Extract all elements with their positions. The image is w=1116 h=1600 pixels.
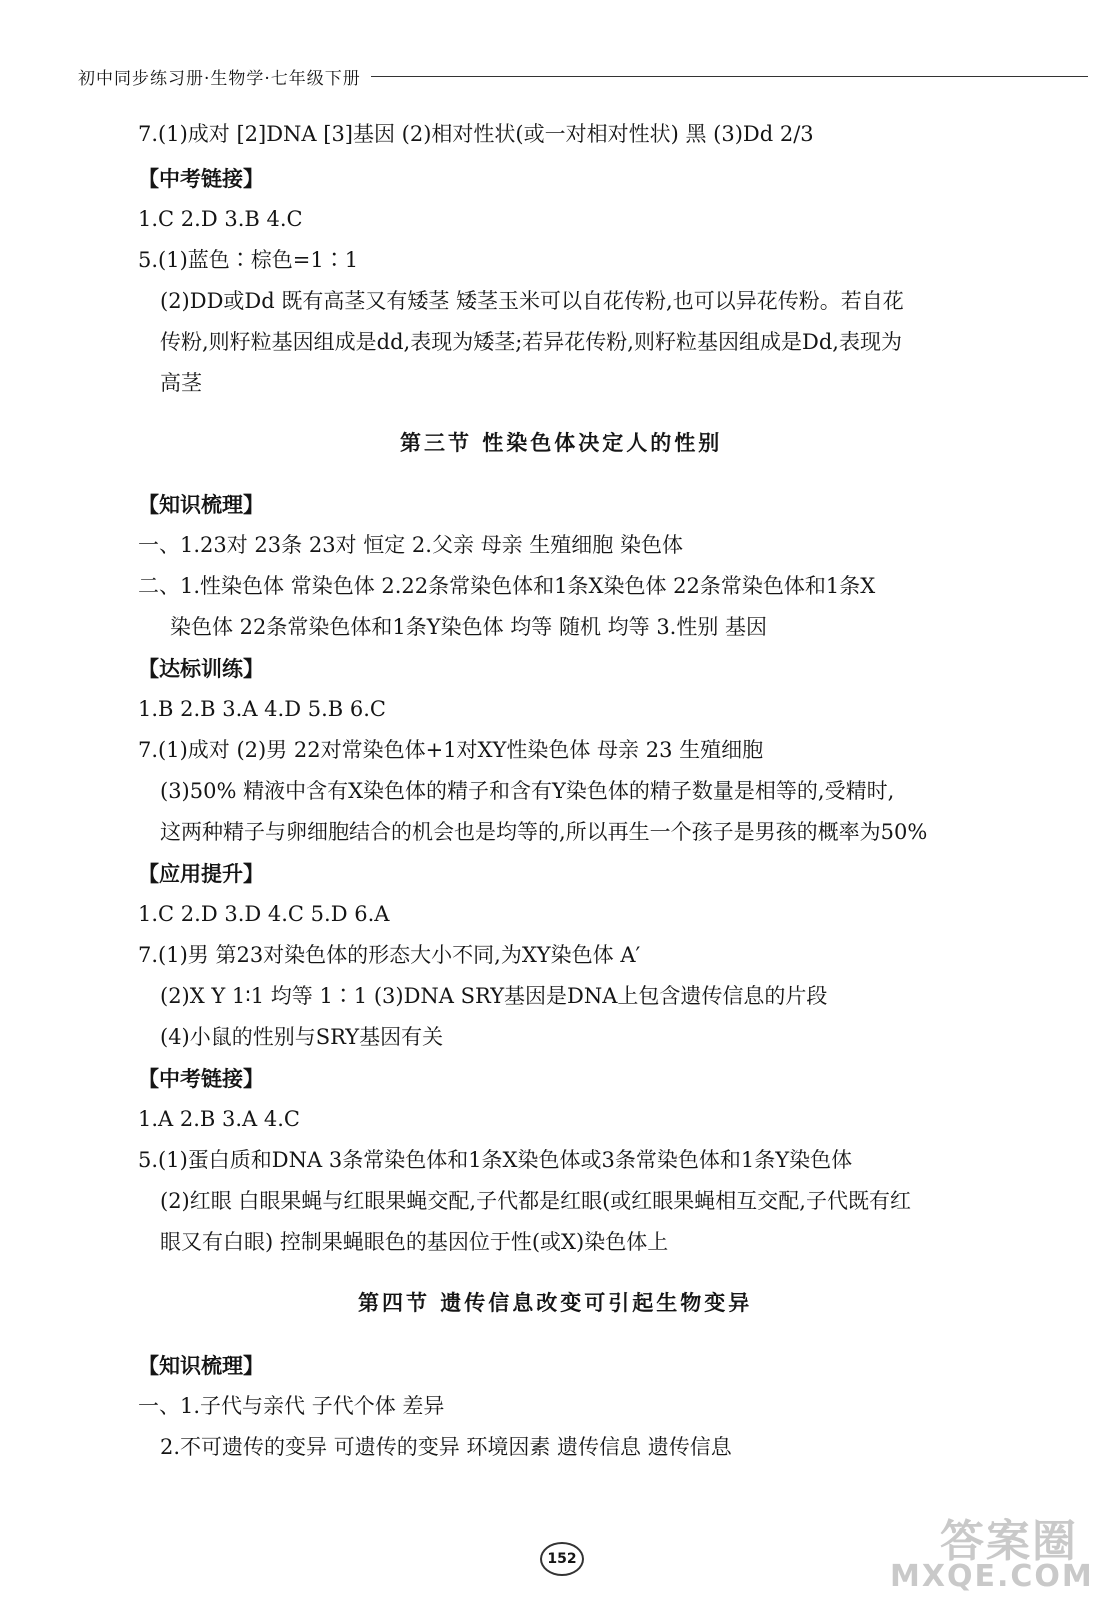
answer-line: (3)50% 精液中含有X染色体的精子和含有Y染色体的精子数量是相等的,受精时, (160, 779, 895, 803)
answer-line: 这两种精子与卵细胞结合的机会也是均等的,所以再生一个孩子是男孩的概率为50% (160, 820, 928, 844)
answer-line: (2)X Y 1∶1 均等 1∶1 (3)DNA SRY基因是DNA上包含遗传信息的片段 (160, 984, 828, 1008)
answer-line: (4)小鼠的性别与SRY基因有关 (160, 1025, 444, 1049)
section-title: 第四节 遗传信息改变可引起生物变异 (358, 1290, 753, 1315)
answer-line: 1.C 2.D 3.B 4.C (138, 207, 303, 231)
answer-line: 5.(1)蓝色∶棕色=1∶1 (138, 248, 359, 272)
answer-line: 2.不可遗传的变异 可遗传的变异 环境因素 遗传信息 遗传信息 (160, 1435, 732, 1459)
answer-line: 1.C 2.D 3.D 4.C 5.D 6.A (138, 902, 390, 926)
watermark-url: MXQE.COM (890, 1559, 1094, 1594)
answer-line: 5.(1)蛋白质和DNA 3条常染色体和1条X染色体或3条常染色体和1条Y染色体 (138, 1148, 853, 1172)
subsection-heading: 【中考链接】 (138, 166, 264, 191)
answer-line: 7.(1)成对 [2]DNA [3]基因 (2)相对性状(或一对相对性状) 黑 (3)Dd 2/3 (138, 122, 814, 146)
watermark (880, 1505, 1100, 1595)
section-title: 第三节 性染色体决定人的性别 (400, 430, 723, 455)
answer-line: 高茎 (160, 371, 202, 395)
answer-line: 7.(1)成对 (2)男 22对常染色体+1对XY性染色体 母亲 23 生殖细胞 (138, 738, 764, 762)
subsection-heading: 【知识梳理】 (138, 492, 264, 517)
answer-line: (2)DD或Dd 既有高茎又有矮茎 矮茎玉米可以自花传粉,也可以异花传粉。若自花 (160, 289, 904, 313)
answer-line: 1.A 2.B 3.A 4.C (138, 1107, 301, 1131)
page-number: 152 (540, 1542, 584, 1576)
answer-line: 眼又有白眼) 控制果蝇眼色的基因位于性(或X)染色体上 (160, 1230, 669, 1254)
watermark-logo-text: 答案圈 (940, 1516, 1078, 1567)
answer-line: 二、1.性染色体 常染色体 2.22条常染色体和1条X染色体 22条常染色体和1条X (138, 574, 876, 598)
answer-line: (2)红眼 白眼果蝇与红眼果蝇交配,子代都是红眼(或红眼果蝇相互交配,子代既有红 (160, 1189, 911, 1213)
subsection-heading: 【达标训练】 (138, 656, 264, 681)
answer-line: 一、1.子代与亲代 子代个体 差异 (138, 1394, 445, 1418)
header-title: 初中同步练习册·生物学·七年级下册 (78, 68, 361, 89)
subsection-heading: 【知识梳理】 (138, 1353, 264, 1378)
answer-line: 传粉,则籽粒基因组成是dd,表现为矮茎;若异花传粉,则籽粒基因组成是Dd,表现为 (160, 330, 902, 354)
answer-line: 7.(1)男 第23对染色体的形态大小不同,为XY染色体 A′ (138, 943, 641, 967)
subsection-heading: 【中考链接】 (138, 1066, 264, 1091)
answer-line: 1.B 2.B 3.A 4.D 5.B 6.C (138, 697, 386, 721)
subsection-heading: 【应用提升】 (138, 861, 264, 886)
answer-line: 染色体 22条常染色体和1条Y染色体 均等 随机 均等 3.性别 基因 (170, 615, 768, 639)
answer-line: 一、1.23对 23条 23对 恒定 2.父亲 母亲 生殖细胞 染色体 (138, 533, 683, 557)
